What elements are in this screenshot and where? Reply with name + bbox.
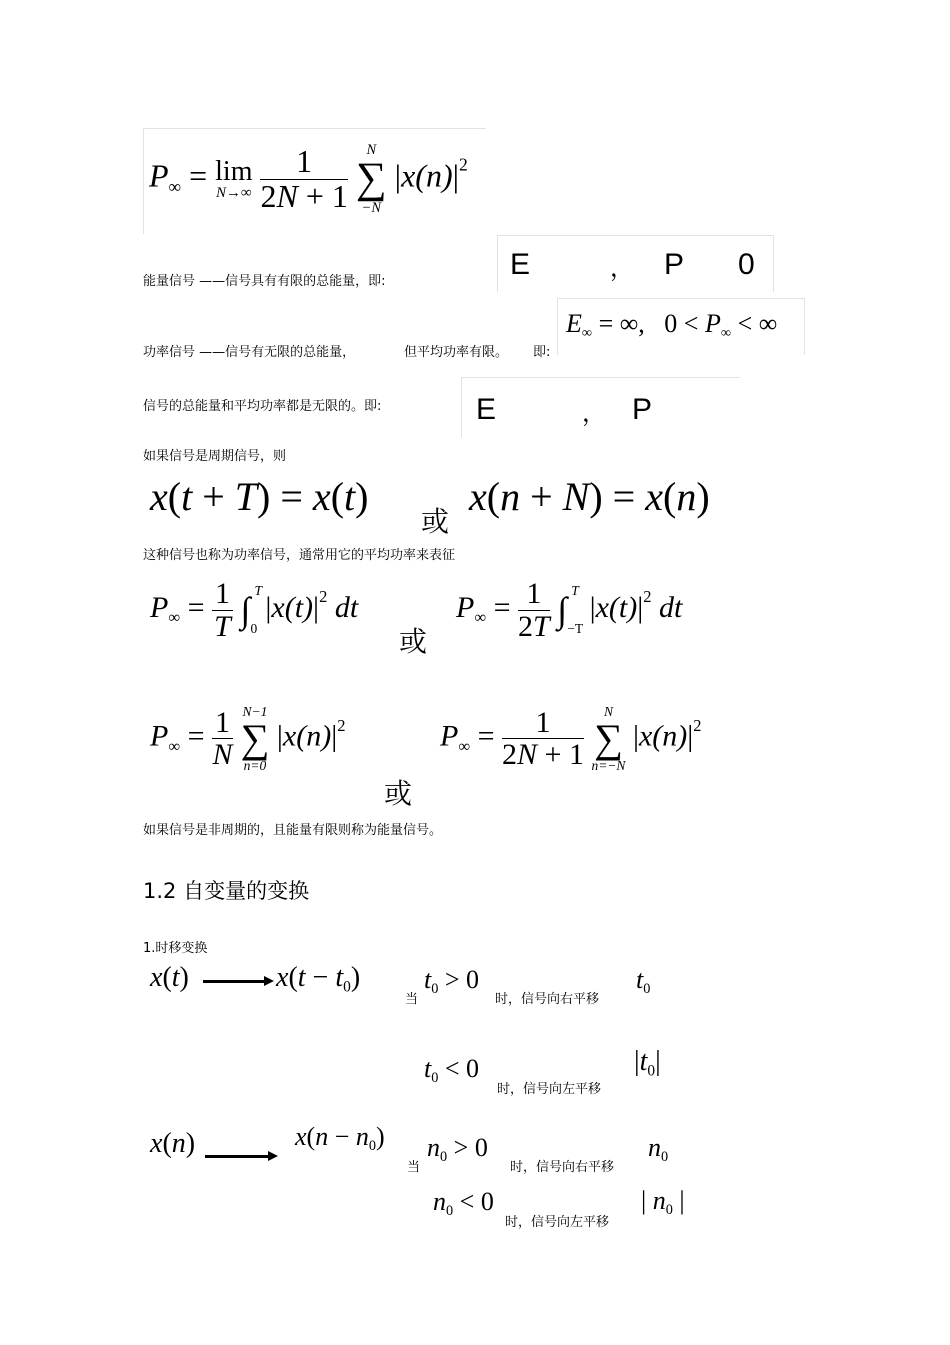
t0-shift-amount: $t_0$ — [636, 965, 651, 997]
right-shift-label-2: 时，信号向右平移 — [510, 1160, 615, 1175]
energy-p-glyph: P — [664, 248, 685, 281]
or-connector-1: 或 — [421, 505, 450, 538]
energy-comma-glyph: ， — [610, 255, 634, 282]
left-shift-label-2: 时，信号向左平移 — [505, 1215, 610, 1230]
t0-negative-condition: $t_0 < 0$ — [424, 1054, 480, 1086]
neither-e-glyph: E — [476, 393, 497, 426]
energy-e-glyph: E — [510, 248, 531, 281]
discrete-power-formula-a: $P_\infty$ = $\frac{1}{N}$ N−1 ∑ n=0 $|x(n)|^2$ — [150, 704, 346, 773]
n0-shift-amount: $n_0$ — [648, 1133, 669, 1165]
average-power-formula-box — [143, 128, 486, 234]
energy-signal-definition: 能量信号 ——信号具有有限的总能量，即: — [143, 274, 386, 289]
power-signal-definition-c: 即: — [533, 345, 551, 360]
aperiodic-energy-note: 如果信号是非周期的，且能量有限则称为能量信号。 — [143, 823, 443, 838]
discrete-shift-arrow — [205, 1155, 270, 1158]
left-shift-label-1: 时，信号向左平移 — [497, 1082, 602, 1097]
average-power-limit-formula: $P_\infty$ = lim N→∞ $\frac{1}{2N + 1}$ N ∑ −N $|x(n)|^2$ — [149, 142, 468, 216]
subsection-time-shift: 1.时移变换 — [143, 941, 208, 956]
continuous-power-formula-a: $P_\infty$ = $\frac{1}{T}$ ∫ T 0 $|x(t)|^2$ dt — [150, 577, 359, 643]
power-signal-formula-box — [557, 298, 805, 355]
periodic-signal-intro: 如果信号是周期信号，则 — [143, 449, 287, 464]
neither-comma-glyph: ， — [582, 400, 606, 427]
or-connector-2: 或 — [399, 625, 428, 658]
n0-negative-condition: $n_0 < 0$ — [433, 1187, 494, 1219]
t0-positive-condition: $t_0 > 0$ — [424, 965, 480, 997]
t0-abs-shift-amount: $|t_0|$ — [634, 1046, 661, 1080]
energy-signal-formula-box — [497, 235, 774, 292]
continuous-shift-source: x(t) — [150, 962, 189, 993]
when-label-1: 当 — [405, 992, 419, 1007]
n0-positive-condition: $n_0 > 0$ — [427, 1133, 488, 1165]
neither-signal-definition: 信号的总能量和平均功率都是无限的。即: — [143, 399, 382, 414]
neither-p-glyph: P — [632, 393, 653, 426]
discrete-shift-source: x(n) — [150, 1128, 196, 1159]
power-signal-formula: $E_\infty$ = ∞, $0 < P_\infty$ < ∞ — [566, 309, 778, 341]
energy-zero-glyph: 0 — [738, 248, 755, 281]
continuous-power-formula-b: $P_\infty$ = $\frac{1}{2T}$ ∫ T −T $|x(t)|^2$ dt — [456, 577, 683, 643]
n0-abs-shift-amount: | $n_0$ | — [641, 1186, 685, 1218]
periodic-continuous-formula: x(t + T) = x(t) — [150, 474, 369, 519]
discrete-power-formula-b: $P_\infty$ = $\frac{1}{2N + 1}$ N ∑ n=−N $|x(n)|^2$ — [440, 704, 702, 773]
right-shift-label-1: 时，信号向右平移 — [495, 992, 600, 1007]
discrete-shift-target: $x(n - n_0)$ — [295, 1122, 385, 1154]
power-signal-definition-b: 但平均功率有限。 — [404, 345, 509, 360]
periodic-discrete-formula: x(n + N) = x(n) — [469, 474, 710, 519]
power-signal-definition: 功率信号 ——信号有无限的总能量， — [143, 345, 356, 360]
continuous-shift-target: $x(t - t_0)$ — [276, 962, 361, 996]
neither-signal-formula-box — [461, 377, 740, 438]
continuous-shift-arrow — [203, 980, 266, 983]
periodic-power-note: 这种信号也称为功率信号，通常用它的平均功率来表征 — [143, 548, 456, 563]
section-heading: 1.2 自变量的变换 — [143, 879, 310, 903]
or-connector-3: 或 — [384, 777, 413, 810]
when-label-2: 当 — [407, 1160, 421, 1175]
